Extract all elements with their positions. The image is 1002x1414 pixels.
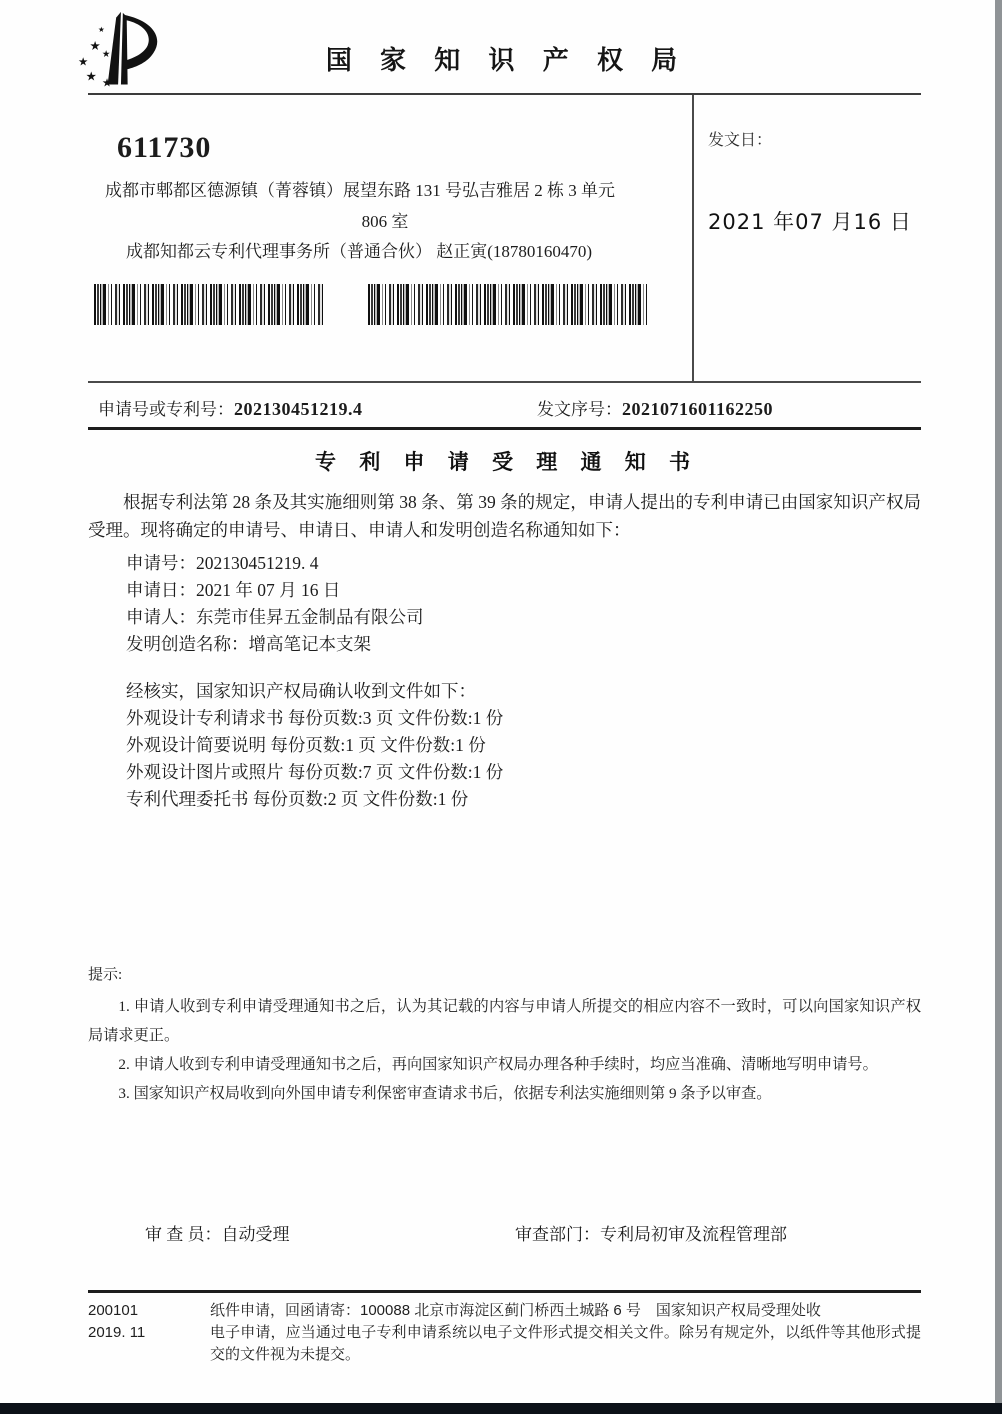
serial-number-value: 2021071601162250 [622, 399, 774, 419]
page-content [78, 0, 921, 1366]
notice-intro: 根据专利法第 28 条及其实施细则第 38 条、第 39 条的规定，申请人提出的专利申请已由国家知识产权局受理。现将确定的申请号、申请日、申请人和发明创造名称通知如下： [88, 492, 921, 540]
tip-item-3: 3. 国家知识产权局收到向外国申请专利保密审查请求书后，依据专利法实施细则第 9 条予以审查。 [118, 1085, 772, 1102]
barcode-2 [368, 284, 648, 325]
footer-row-electronic [88, 1322, 921, 1366]
footer-electronic-text: 电子申请，应当通过电子专利申请系统以电子文件形式提交相关文件。除另有规定外，以纸件等其他形式提交的文件视为未提交。 [210, 1324, 921, 1363]
tips-section [88, 963, 921, 1108]
svg-text:★: ★ [101, 48, 111, 60]
agency-title: 国 家 知 识 产 权 局 [325, 45, 684, 75]
barcode-group [94, 284, 692, 325]
dispatch-date-value: 2021 年07 月16 日 [708, 210, 912, 234]
recipient-address-line2: 806 室 [361, 212, 409, 231]
examiner-value: 自动受理 [221, 1225, 290, 1244]
cnipa-logo-icon [72, 10, 168, 94]
dispatch-date-box [692, 95, 921, 381]
document-list [126, 705, 921, 813]
header [78, 0, 921, 95]
scan-edge-right [995, 0, 1002, 1414]
notice-fields [126, 550, 921, 658]
application-number-group [98, 395, 363, 420]
examiner-label: 审 查 员： [145, 1225, 222, 1244]
field-value: 2021 年 07 月 16 日 [196, 580, 341, 600]
department-value: 专利局初审及流程管理部 [600, 1225, 787, 1244]
top-grid [88, 95, 921, 383]
field-value: 东莞市佳昇五金制品有限公司 [196, 607, 424, 627]
application-number-label: 申请号或专利号： [98, 400, 234, 419]
tips-heading: 提示: [88, 967, 123, 983]
recipient-block [88, 95, 692, 381]
barcode-1 [94, 284, 324, 325]
field-label: 申请人： [126, 607, 196, 627]
svg-text:★: ★ [85, 69, 97, 84]
recipient-address-line1: 成都市郫都区德源镇（菁蓉镇）展望东路 131 号弘吉雅居 2 栋 3 单元 [105, 181, 615, 200]
confirmation-line: 经核实，国家知识产权局确认收到文件如下： [126, 681, 476, 701]
examiner-group [145, 1220, 290, 1245]
agent-line: 成都知都云专利代理事务所（普通合伙） 赵正寅(18780160470) [126, 242, 593, 261]
application-number-value: 202130451219.4 [234, 399, 363, 419]
scan-edge-bottom [0, 1403, 1002, 1414]
form-code: 200101 [88, 1302, 139, 1319]
form-version: 2019. 11 [88, 1324, 146, 1341]
notice-title: 专 利 申 请 受 理 通 知 书 [315, 450, 694, 474]
svg-text:★: ★ [89, 39, 101, 54]
tip-item-2: 2. 申请人收到专利申请受理通知书之后，再向国家知识产权局办理各种手续时，均应当准确、清晰地写明申请号。 [118, 1056, 878, 1073]
field-label: 申请日： [126, 580, 196, 600]
footer [88, 1290, 921, 1366]
numbers-row [88, 383, 921, 430]
notice-body [88, 446, 921, 813]
recipient-postcode: 611730 [117, 131, 212, 164]
document-item: 专利代理委托书 每份页数:2 页 文件份数:1 份 [126, 789, 469, 809]
field-value: 增高笔记本支架 [248, 634, 371, 654]
field-value: 202130451219. 4 [196, 553, 319, 573]
field-application-date [126, 577, 921, 604]
serial-number-group [537, 395, 773, 420]
field-label: 发明创造名称： [126, 634, 249, 654]
serial-number-label: 发文序号： [537, 400, 622, 419]
field-label: 申请号： [126, 553, 196, 573]
department-label: 审查部门： [515, 1225, 600, 1244]
document-item: 外观设计专利请求书 每份页数:3 页 文件份数:1 份 [126, 708, 504, 728]
tip-item-1: 1. 申请人收到专利申请受理通知书之后，认为其记载的内容与申请人所提交的相应内容不一致时，可以向国家知识产权局请求更正。 [88, 998, 921, 1044]
field-applicant [126, 604, 921, 631]
department-group [515, 1220, 787, 1245]
document-item: 外观设计简要说明 每份页数:1 页 文件份数:1 份 [126, 735, 486, 755]
svg-text:★: ★ [78, 56, 89, 69]
footer-paper-text: 纸件申请，回函请寄：100088 北京市海淀区蓟门桥西土城路 6 号 国家知识产权局受理处收 [210, 1302, 821, 1319]
footer-row-paper [88, 1300, 921, 1322]
field-invention-name [126, 631, 921, 658]
field-application-number [126, 550, 921, 577]
svg-text:★: ★ [101, 77, 113, 90]
svg-text:★: ★ [98, 24, 105, 34]
dispatch-date-label: 发文日： [708, 132, 773, 149]
examiner-row [88, 1220, 921, 1244]
document-item: 外观设计图片或照片 每份页数:7 页 文件份数:1 份 [126, 762, 504, 782]
